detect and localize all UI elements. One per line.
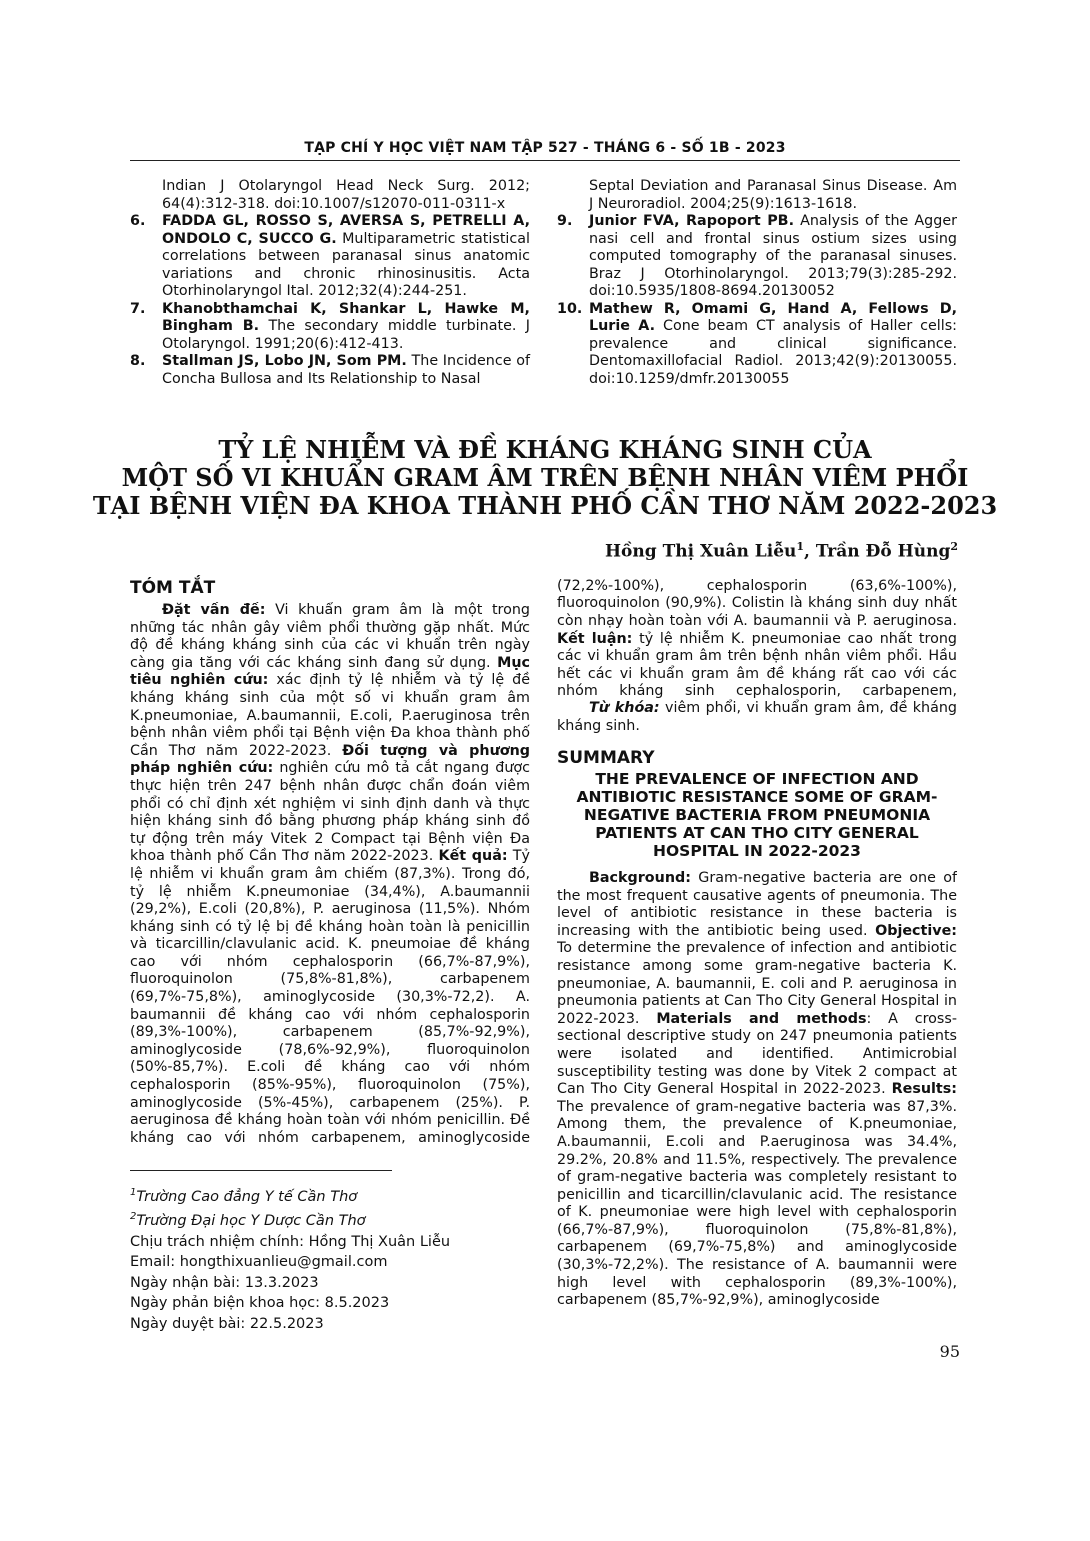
text-ket-qua: Tỷ lệ nhiễm vi khuẩn gram âm chiếm (87,3%). Trong đó, tỷ lệ nhiễm K.pneumoniae (34,4%), A.baumannii (29,2%), E.coli (20,8%), P. aeruginosa (11,5%). Nhóm kháng sinh có tỷ lệ bị đề kháng hoàn toàn là penicillin và ticarcillin/clavulanic acid. K. pneumoiae đề kháng cao với nhóm cephalosporin (66,7%-87,9%), fluoroquinolon (75,8%-81,8%), carbapenem (69,7%-75,8%), aminoglycoside (30,3%-72,2). A. baumannii đề kháng cao với nhóm cephalosporin (89,3%-100%), carbapenem (85,7%-92,9%), aminoglycoside (78,6%-92,9%), fluoroquinolon (50%-85,7%). E.coli đề kháng cao với nhóm cephalosporin (85%-95%), fluoroquinolon (75%), aminoglycoside (5%-45%), carbapenem (25%). P. aeruginosa đề kháng hoàn toàn với nhóm penicillin. Đề kháng cao với nhóm carbapenem, aminoglycoside — [130, 848, 530, 1146]
article-title — [90, 436, 1000, 520]
corresponding-author: Chịu trách nhiệm chính: Hồng Thị Xuân Liễu — [130, 1233, 451, 1250]
references-right — [557, 178, 957, 388]
text-results: The prevalence of gram-negative bacteria was 87,3%. Among them, the prevalence of K.pneumoniae, A.baumannii, E.coli and P.aeruginosa was 34.4%, 29.2%, 20.8% and 11.5%, respectively. The prevalence of gram-negative bacteria was completely resistant to penicillin and ticarcillin/clavulanic acid. The resistance of K. pneumoniae were high level with cephalosporin (66,7%-87,9%), fluoroquinolon (75,8%-81,8%), carbapenem (69,7%-75,8%) and aminoglycoside (30,3%-72,2%). The resistance of A. baumannii were high level with cephalosporin (89,3%-100%), carbapenem (85,7%-92,9%), aminoglycoside — [557, 1098, 957, 1309]
text-methods: : A cross-sectional descriptive study on 247 pneumonia patients were isolated and identified. Antimicrobial susceptibility testing was done by Vitek 2 compact at Can Tho City General Hospital in 2022-2023. — [557, 1010, 957, 1098]
affiliation-text: Trường Cao đẳng Y tế Cần Thơ — [136, 1188, 358, 1205]
label-tu-khoa: Từ khóa: — [589, 700, 660, 716]
running-header: TẠP CHÍ Y HỌC VIỆT NAM TẬP 527 - THÁNG 6 - SỐ 1B - 2023 — [304, 140, 786, 156]
abstract-vi-continuation — [557, 578, 957, 700]
reference-10 — [557, 301, 957, 389]
reference-authors: Junior FVA, Rapoport PB. — [589, 213, 795, 229]
label-dat-van-de: Đặt vấn đề: — [162, 602, 266, 618]
reference-text: The secondary middle turbinate. J Otolaryngol. 1991;20(6):412-413. — [162, 318, 531, 352]
reference-text: Analysis of the Agger nasi cell and frontal sinus ostium sizes using computed tomography of the paranasal sinuses. Braz J Otorhinolaryngol. 2013;79(3):285-292. doi:10.5935/1808-8694.20130052 — [589, 213, 957, 299]
author-line — [605, 540, 958, 562]
label-results: Results: — [891, 1081, 957, 1098]
reference-number: 10. — [557, 300, 583, 317]
affiliation-1 — [130, 1183, 450, 1207]
label-methods: Materials and methods — [656, 1010, 867, 1027]
affiliation-text: Trường Đại học Y Dược Cần Thơ — [136, 1213, 366, 1230]
reference-authors: Khanobthamchai K, Shankar L, Hawke M, Bingham B. — [162, 300, 530, 334]
author-name: Hồng Thị Xuân Liễu — [605, 541, 797, 562]
keywords — [557, 700, 957, 735]
date-accepted: Ngày duyệt bài: 22.5.2023 — [130, 1315, 324, 1332]
abstract-en-paragraph — [557, 870, 957, 1310]
date-reviewed: Ngày phản biện khoa học: 8.5.2023 — [130, 1295, 390, 1312]
reference-authors: Mathew R, Omami G, Hand A, Fellows D, Lurie A. — [589, 300, 957, 334]
affiliation-mark: 2 — [130, 1211, 137, 1223]
text-doi-tuong: nghiên cứu mô tả cắt ngang được thực hiện trên 247 bệnh nhân được chẩn đoán viêm phổi có chỉ định xét nghiệm vi sinh định danh và thực hiện kháng sinh đồ bằng phương pháp kháng sinh đồ tự động trên máy Vitek 2 Compact tại Bệnh viện Đa khoa thành phố Cần Thơ năm 2022-2023. — [130, 760, 530, 865]
text-ket-luan: tỷ lệ nhiễm K. pneumoniae cao nhất trong các vi khuẩn gram âm trên bệnh nhân viêm phổi. Hầu hết các vi khuẩn gram âm đề kháng rất cao với các nhóm kháng sinh cephalosporin, carbapenem, — [557, 630, 957, 700]
author-affiliation-mark: 1 — [796, 540, 805, 553]
title-line: TẠI BỆNH VIỆN ĐA KHOA THÀNH PHỐ CẦN THƠ NĂM 2022-2023 — [92, 491, 998, 520]
abstract-vi-paragraph-continued — [557, 578, 957, 700]
reference-number: 6. — [130, 213, 146, 229]
page-number: 95 — [939, 1342, 960, 1361]
text-dat-van-de: Vi khuẩn gram âm là một trong những tác nhân gây viêm phổi thường gặp nhất. Mức độ đề kháng kháng sinh của các vi khuẩn trên ngày càng gia tăng với các kháng sinh đang sử dụng. — [130, 602, 530, 671]
reference-authors: Stallman JS, Lobo JN, Som PM. — [162, 353, 407, 369]
reference-text: Multiparametric statistical correlations between paranasal sinus anatomic variations and chronic rhinosinusitis. Acta Otorhinolaryngol Ital. 2012;32(4):244-251. — [162, 230, 530, 299]
author-affiliation-mark: 2 — [950, 540, 958, 553]
affiliation-2 — [130, 1207, 450, 1231]
email: Email: hongthixuanlieu@gmail.com — [130, 1254, 388, 1271]
abstract-vi-part1 — [130, 602, 530, 1148]
reference-9 — [557, 213, 957, 301]
author-separator: , — [804, 541, 816, 562]
label-background: Background: — [589, 870, 691, 886]
label-ket-luan: Kết luận: — [557, 630, 633, 647]
reference-number: 7. — [130, 300, 146, 317]
text-background: Gram-negative bacteria are one of the most frequent causative agents of pneumonia. The level of antibiotic resistance in these bacteria is increasing with the antibiotic being used. — [557, 870, 957, 939]
reference-number: 9. — [557, 213, 573, 229]
reference-6 — [130, 213, 530, 301]
abstract-vi-part2 — [557, 578, 957, 700]
title-line: MỘT SỐ VI KHUẨN GRAM ÂM TRÊN BỆNH NHÂN VIÊM PHỔI — [121, 463, 969, 492]
text-ket-qua: (72,2%-100%), cephalosporin (63,6%-100%), fluoroquinolon (90,9%). Colistin là kháng sinh duy nhất còn nhạy hoàn toàn với A. baumannii và P. aeruginosa. — [557, 578, 957, 629]
text-muc-tieu: xác định tỷ lệ nhiễm và tỷ lệ đề kháng kháng sinh của một số vi khuẩn gram âm K.pneumoniae, A.baumannii, E.coli, P.aeruginosa trên bệnh nhân viêm phổi tại Bệnh viện Đa khoa thành phố Cần Thơ năm 2022-2023. — [130, 672, 530, 759]
reference-8 — [130, 353, 530, 388]
english-title: THE PREVALENCE OF INFECTION AND ANTIBIOTIC RESISTANCE SOME OF GRAM-NEGATIVE BACTERIA FROM PNEUMONIA PATIENTS AT CAN THO CITY GENERAL HOSPITAL IN 2022-2023 — [576, 770, 938, 860]
keywords-paragraph — [557, 700, 957, 735]
footnote-divider — [130, 1170, 392, 1171]
label-muc-tieu: Mục tiêu nghiên cứu: — [130, 654, 530, 689]
reference-text: Indian J Otolaryngol Head Neck Surg. 2012; 64(4):312-318. doi:10.1007/s12070-011-0311-x — [162, 178, 530, 212]
abstract-heading-vi: TÓM TẮT — [130, 578, 216, 598]
abstract-en — [557, 870, 957, 1316]
title-line: TỶ LỆ NHIỄM VÀ ĐỀ KHÁNG KHÁNG SINH CỦA — [218, 435, 872, 464]
abstract-vi-paragraph — [130, 602, 530, 1148]
label-objective: Objective: — [875, 922, 957, 939]
reference-authors: FADDA GL, ROSSO S, AVERSA S, PETRELLI A, ONDOLO C, SUCCO G. — [162, 213, 530, 247]
references-left — [130, 178, 530, 388]
reference-text: The Incidence of Concha Bullosa and Its Relationship to Nasal — [162, 353, 530, 387]
footnotes — [130, 1183, 450, 1334]
reference-8-tail — [557, 178, 957, 213]
header-divider — [130, 160, 960, 161]
reference-5-tail — [130, 178, 530, 213]
reference-text: Septal Deviation and Paranasal Sinus Disease. Am J Neuroradiol. 2004;25(9):1613-1618. — [589, 178, 957, 212]
text-objective: To determine the prevalence of infection and antibiotic resistance among some gram-negative bacteria K. pneumoniae, A. baumannii, E. coli and P. aeruginosa in pneumonia patients at Can Tho City General Hospital in 2022-2023. — [557, 940, 957, 1027]
reference-7 — [130, 301, 530, 354]
label-ket-qua: Kết quả: — [438, 848, 508, 865]
date-received: Ngày nhận bài: 13.3.2023 — [130, 1274, 319, 1291]
text-tu-khoa: viêm phổi, vi khuẩn gram âm, đề kháng kháng sinh. — [557, 700, 957, 734]
reference-number: 8. — [130, 353, 146, 369]
label-doi-tuong: Đối tượng và phương pháp nghiên cứu: — [130, 742, 530, 777]
abstract-heading-en: SUMMARY — [557, 748, 655, 768]
affiliation-mark: 1 — [130, 1187, 137, 1198]
author-name: Trần Đỗ Hùng — [815, 541, 951, 562]
reference-text: Cone beam CT analysis of Haller cells: prevalence and clinical significance. Dentomaxillofacial Radiol. 2013;42(9):20130055. doi:10.1259/dmfr.20130055 — [589, 318, 957, 387]
